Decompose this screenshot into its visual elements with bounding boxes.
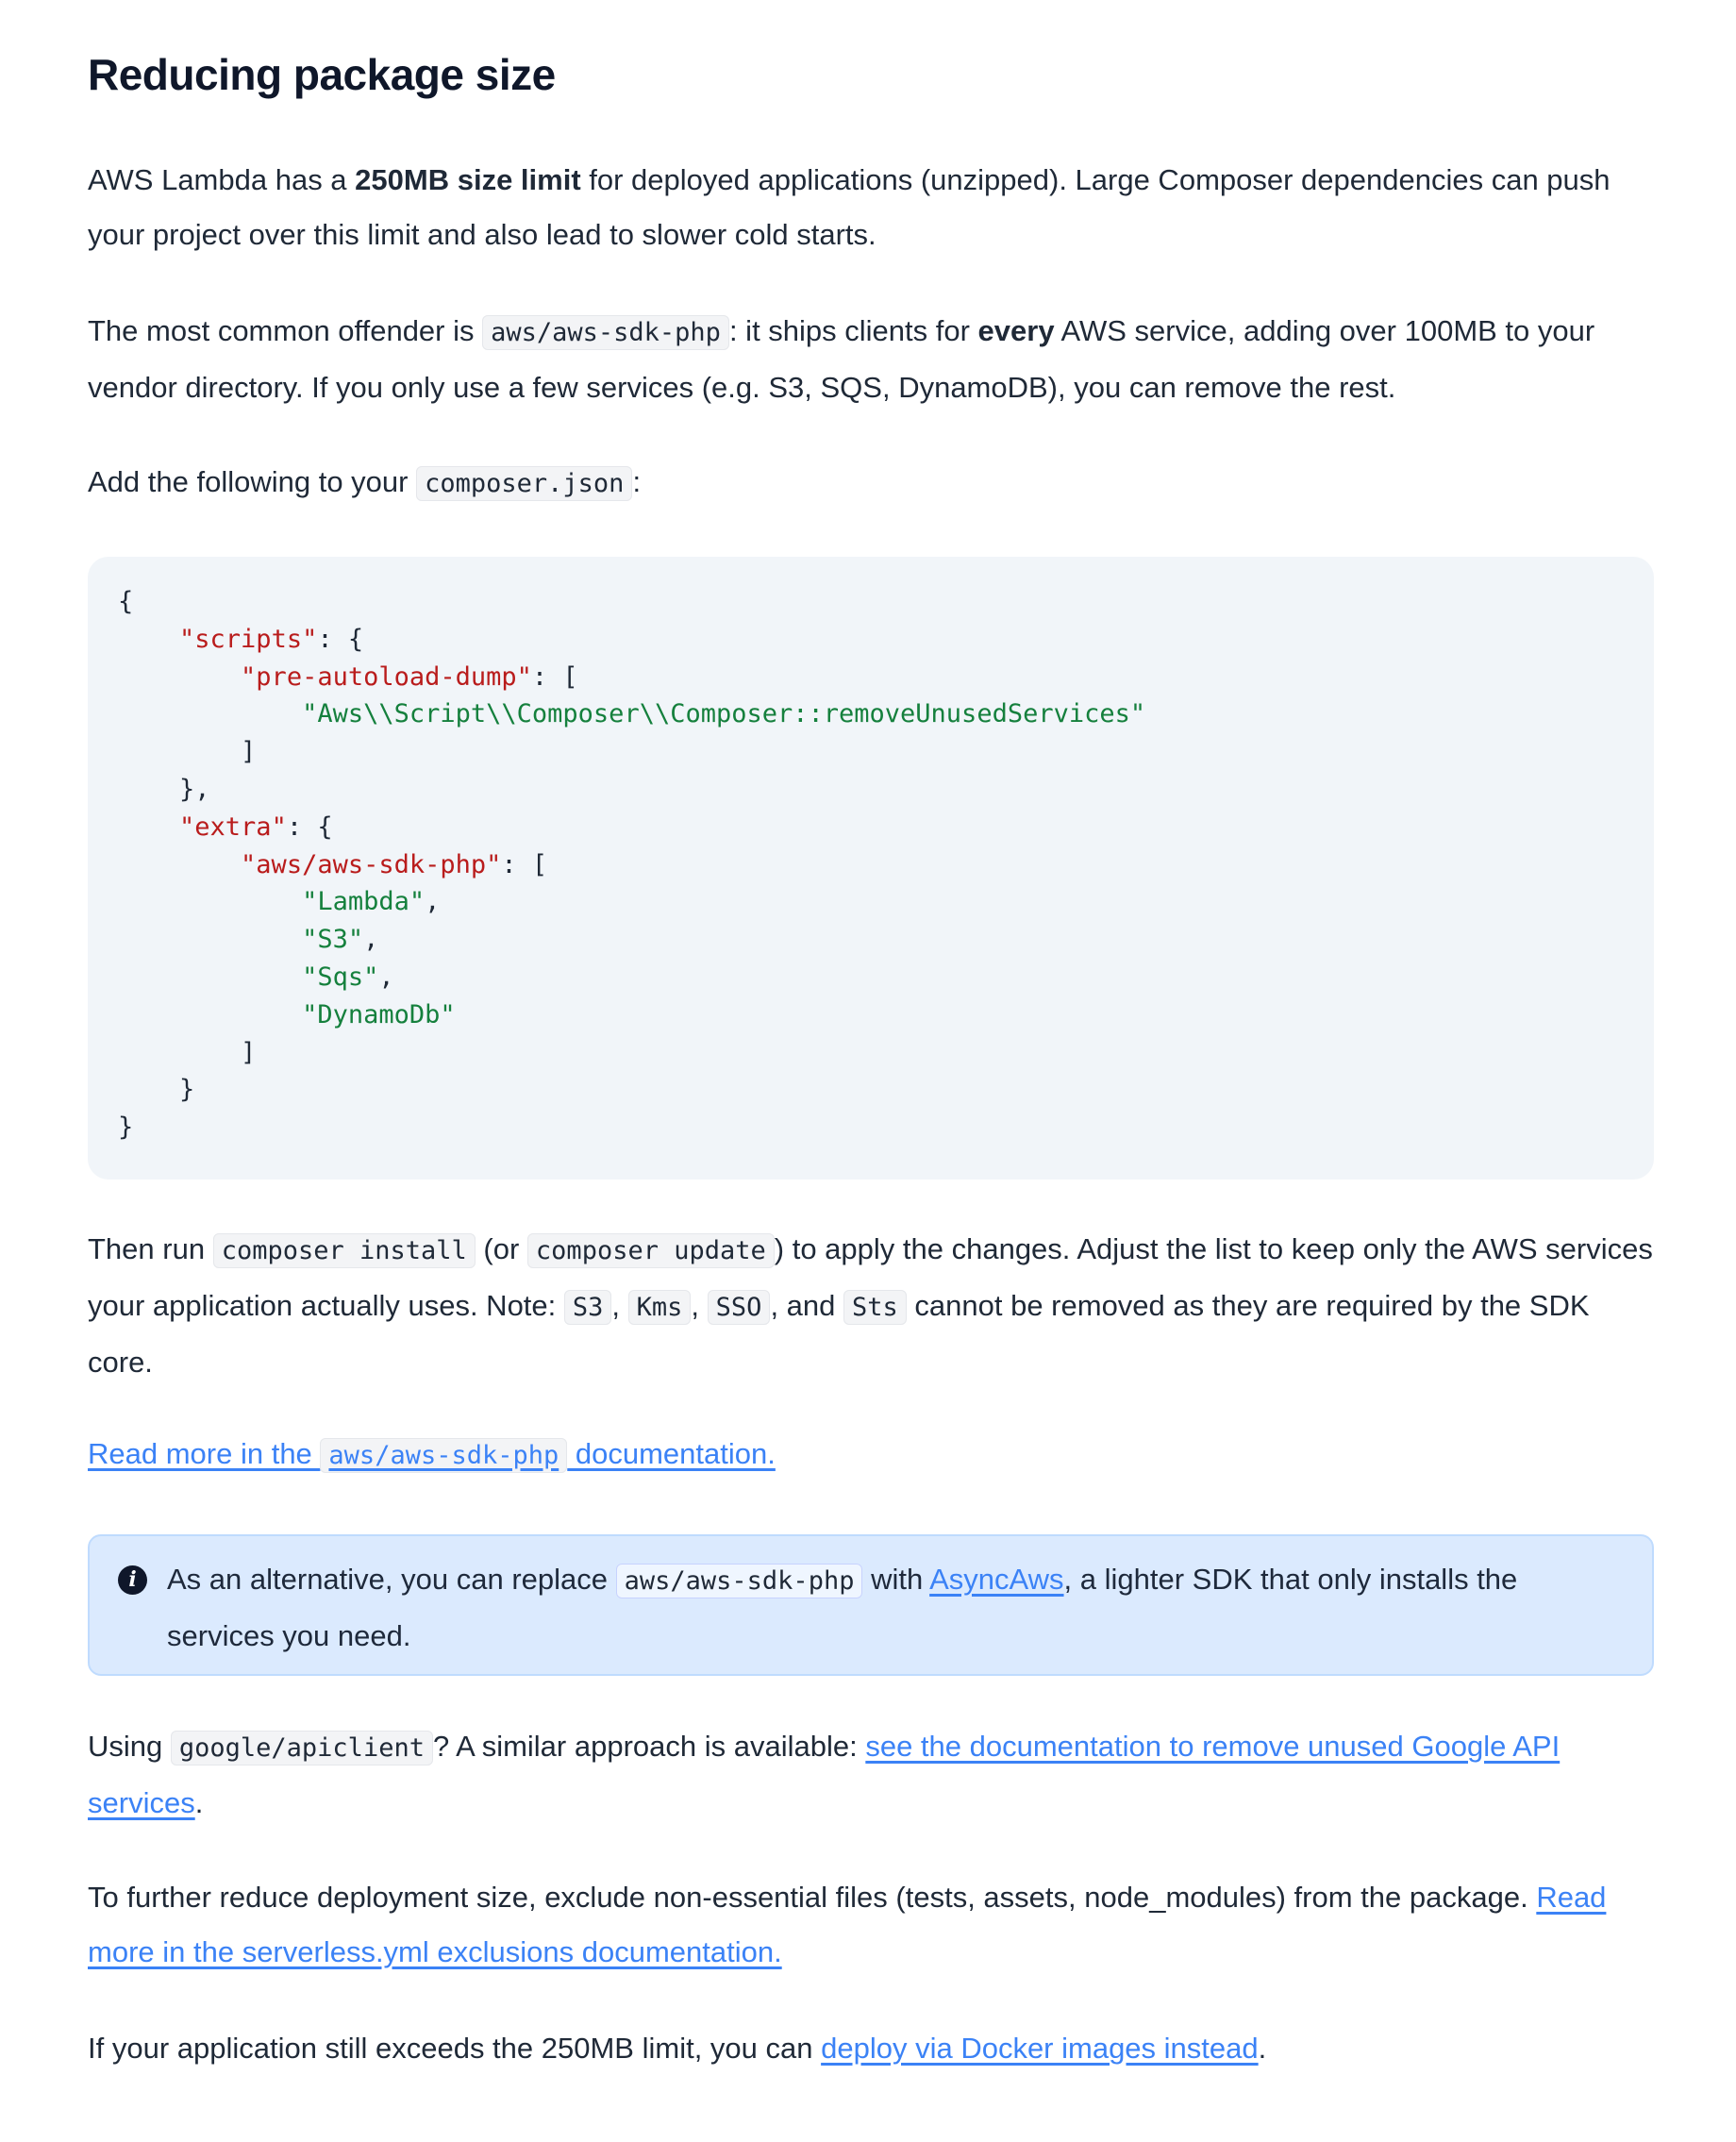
page-title: Reducing package size (88, 50, 556, 99)
link-serverless-exclusions[interactable]: Read more in the serverless.yml exclusions documentation. (88, 1881, 1607, 1968)
link-sdk-documentation[interactable]: Read more in the aws/aws-sdk-php documentation. (88, 1437, 776, 1470)
inline-code-aws-sdk-note: aws/aws-sdk-php (616, 1564, 863, 1598)
inline-code-composer-json: composer.json (416, 466, 632, 501)
code-string-sqs: "Sqs" (302, 962, 379, 992)
code-string-dynamodb: "DynamoDb" (302, 999, 456, 1029)
paragraph-run-composer: Then run composer install (or composer update ) to apply the changes. Adjust the list to keep only the AWS services your application actually uses. Note: S3 , Kms , SSO , and Sts cannot be removed as they are required by the SDK core. (88, 1232, 1653, 1379)
paragraph-read-more-sdk (88, 1427, 1654, 1483)
link-asyncaws[interactable]: AsyncAws (929, 1563, 1064, 1596)
code-key-extra: "extra" (179, 812, 287, 842)
code-key-scripts: "scripts" (179, 624, 318, 654)
inline-code-aws-sdk: aws/aws-sdk-php (482, 315, 729, 350)
info-callout (88, 1534, 1654, 1676)
inline-code-kms: Kms (628, 1290, 692, 1325)
inline-code-composer-install: composer install (213, 1233, 476, 1268)
inline-code-sso: SSO (708, 1290, 771, 1325)
inline-code-s3: S3 (564, 1290, 612, 1325)
inline-code-composer-update: composer update (527, 1233, 775, 1268)
code-string-remove-unused: "Aws\\Script\\Composer\\Composer::removeUnusedServices" (302, 699, 1146, 729)
paragraph-add-following: Add the following to your composer.json : (88, 455, 1654, 511)
inline-code-sts: Sts (843, 1290, 907, 1325)
info-callout-text: As an alternative, you can replace aws/aws-sdk-php with AsyncAws, a lighter SDK that only installs the services you need. (167, 1563, 1518, 1652)
code-string-lambda: "Lambda" (302, 887, 426, 917)
size-limit-emphasis: 250MB size limit (355, 163, 581, 196)
paragraph-size-limit: AWS Lambda has a 250MB size limit for deployed applications (unzipped). Large Composer dependencies can push your project over this limit and also lead to slower cold starts. (88, 163, 1611, 251)
paragraph-exclusions: To further reduce deployment size, exclude non-essential files (tests, assets, node_modules) from the package. Read more in the serverless.yml exclusions documentation. (88, 1881, 1607, 1968)
inline-code-aws-sdk-link: aws/aws-sdk-php (320, 1438, 567, 1473)
code-string-s3: "S3" (302, 925, 364, 955)
inline-code-google-apiclient: google/apiclient (171, 1731, 433, 1765)
code-block-content: { "scripts": { "pre-autoload-dump": [ "Aws\\Script\\Composer\\Composer::removeUnusedServices" ] }, "extra": { "aws/aws-sdk-php": [ "Lambda", "S3", "Sqs", "DynamoDb" ] } } (118, 587, 1146, 1143)
paragraph-offender: The most common offender is aws/aws-sdk-php : it ships clients for every AWS service, adding over 100MB to your vendor directory. If you only use a few services (e.g. S3, SQS, DynamoDB), you can remove the rest. (88, 314, 1595, 404)
every-emphasis: every (977, 314, 1055, 347)
code-key-aws-sdk-php: "aws/aws-sdk-php" (241, 849, 502, 879)
info-icon: i (118, 1565, 147, 1595)
code-block (88, 557, 1654, 1180)
code-key-pre-autoload-dump: "pre-autoload-dump" (241, 661, 532, 692)
paragraph-docker: If your application still exceeds the 250MB limit, you can deploy via Docker images instead. (88, 2032, 1267, 2065)
paragraph-google-apiclient: Using google/apiclient ? A similar approach is available: see the documentation to remove unused Google API services. (88, 1730, 1561, 1819)
link-google-api-services[interactable]: see the documentation to remove unused Google API services (88, 1730, 1561, 1819)
link-docker-images[interactable]: deploy via Docker images instead (821, 2032, 1259, 2065)
